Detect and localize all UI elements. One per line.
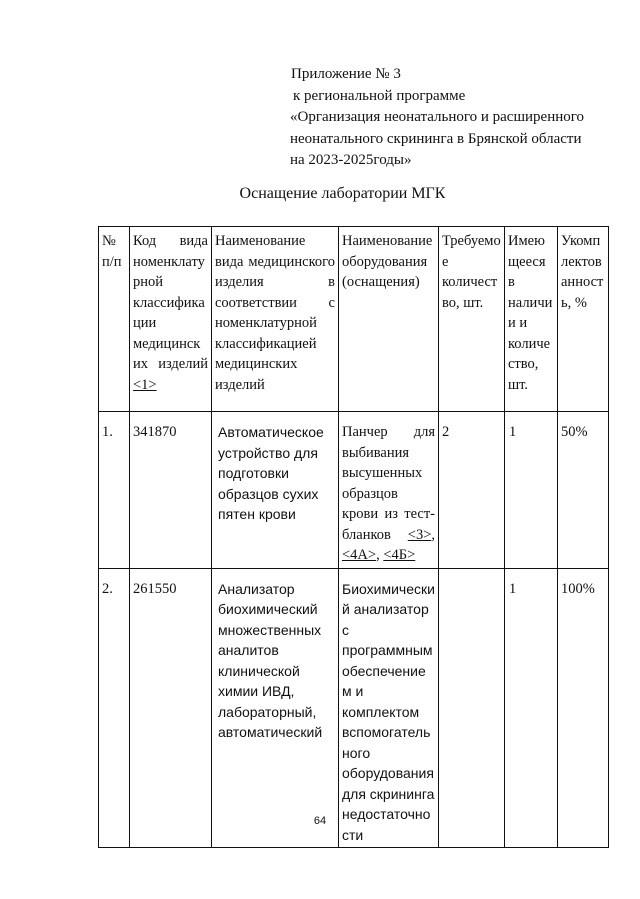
row-2-required xyxy=(439,568,505,848)
col-header-required: Требуемое количество, шт. xyxy=(439,227,505,412)
row-2-available: 1 xyxy=(505,568,558,848)
table-header-row xyxy=(99,227,609,412)
col-header-equipment: Наименование оборудования (оснащения) xyxy=(339,227,439,412)
col-header-num: № п/п xyxy=(99,227,130,412)
row-1-ref-4b[interactable]: <4Б> xyxy=(383,547,416,563)
col-header-kind: Наименование вида медицинского изделия в соответствии с номенклатурной классификацией медицинских изделий xyxy=(212,227,339,412)
appendix-number: Приложение № 3 xyxy=(291,66,401,82)
appendix-line-5: на 2023-2025годы» xyxy=(290,152,412,168)
row-1-ref-4a[interactable]: <4А> xyxy=(342,547,377,563)
row-2-code: 261550 xyxy=(130,568,212,848)
row-2-completeness: 100% xyxy=(558,568,609,848)
col-header-code xyxy=(130,227,212,412)
appendix-line-2: к региональной программе xyxy=(293,87,466,104)
row-1-kind: Автоматическое устройство для подготовки образцов сухих пятен крови xyxy=(212,412,339,569)
row-1-available: 1 xyxy=(505,412,558,569)
appendix-line-4: неонатального скрининга в Брянской области xyxy=(290,130,582,147)
row-1-code: 341870 xyxy=(130,412,212,569)
equipment-table xyxy=(98,226,609,848)
row-2-num: 2. xyxy=(99,568,130,848)
row-2-kind: Анализатор биохимический множественных аналитов клинической химии ИВД, лабораторный, автоматический xyxy=(212,568,339,848)
page-title: Оснащение лаборатории МГК xyxy=(239,185,446,202)
col-header-code-text: Код вида номенклатурной классификации медицинских изделий xyxy=(133,233,208,372)
row-2-equipment: Биохимический анализатор с программным обеспечением и комплектом вспомогательного оборудования для скрининга недостаточности xyxy=(339,568,439,848)
appendix-line-3: «Организация неонатального и расширенного xyxy=(290,109,585,125)
col-header-completeness: Укомплектованность, % xyxy=(558,227,609,412)
page-number: 64 xyxy=(313,815,327,827)
col-header-code-ref[interactable]: <1> xyxy=(133,376,157,393)
row-1-required: 2 xyxy=(439,412,505,569)
row-1-completeness: 50% xyxy=(558,412,609,569)
col-header-available: Имеющееся в наличии и количество, шт. xyxy=(505,227,558,412)
row-1-equipment-text: Панчер для выбивания высушенных образцов крови из тест-бланков xyxy=(342,424,435,543)
table-row xyxy=(99,412,609,569)
table-row xyxy=(99,568,609,848)
row-1-ref-3[interactable]: <3> xyxy=(407,526,432,543)
row-1-equipment: Панчер для выбивания высушенных образцов крови из тест-бланков <3>, <4А>, <4Б> xyxy=(339,412,439,569)
appendix-header xyxy=(290,64,620,172)
row-1-num: 1. xyxy=(99,412,130,569)
